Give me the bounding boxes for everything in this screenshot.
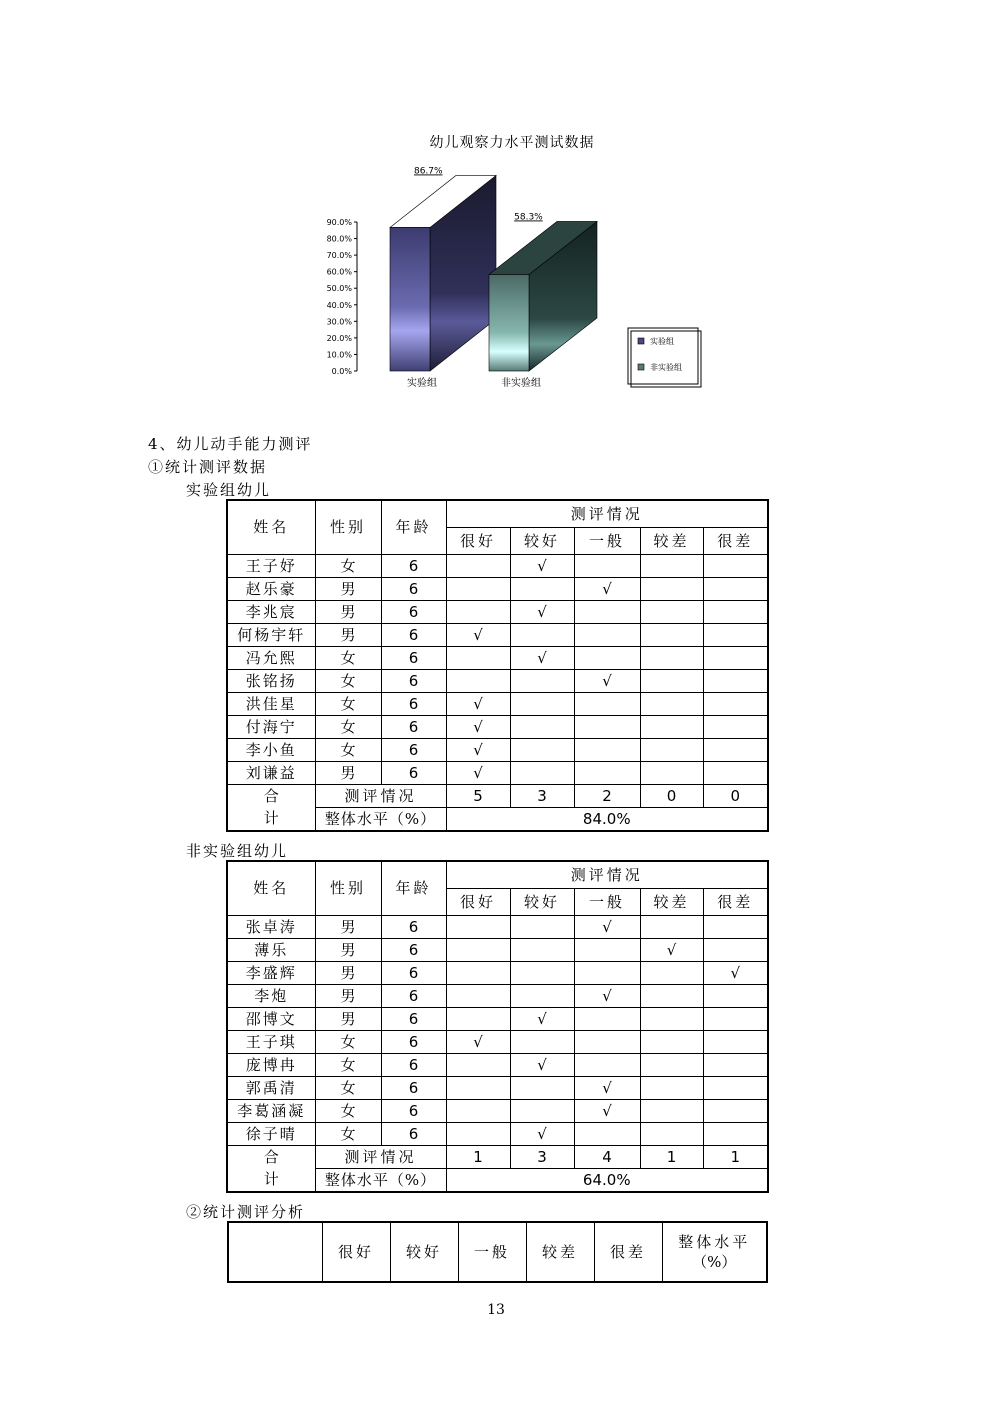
mark-good (510, 915, 574, 938)
mark-average (574, 692, 640, 715)
y-tick-label: 90.0% (326, 218, 352, 227)
mark-poor (640, 961, 703, 984)
mark-good (510, 715, 574, 738)
mark-very-poor (703, 738, 768, 761)
mark-average (574, 938, 640, 961)
eval-summary-label: 测评情况 (315, 784, 446, 807)
mark-very-poor (703, 915, 768, 938)
mark-poor (640, 984, 703, 1007)
student-gender: 男 (315, 961, 381, 984)
header-level-poor: 较差 (640, 527, 703, 554)
total-label-top: 合 (227, 1145, 315, 1168)
analysis-header-very-poor: 很差 (594, 1222, 662, 1282)
student-gender: 女 (315, 669, 381, 692)
mark-average (574, 738, 640, 761)
total-very-poor: 0 (703, 784, 768, 807)
mark-average: √ (574, 984, 640, 1007)
mark-very-good (446, 1053, 510, 1076)
header-level-good: 较好 (510, 527, 574, 554)
mark-average (574, 1053, 640, 1076)
total-very-good: 1 (446, 1145, 510, 1168)
mark-good (510, 692, 574, 715)
analysis-table (227, 1221, 768, 1283)
mark-poor (640, 577, 703, 600)
mark-very-good (446, 669, 510, 692)
student-age: 6 (381, 961, 446, 984)
mark-good: √ (510, 554, 574, 577)
mark-very-poor (703, 1030, 768, 1053)
mark-average (574, 761, 640, 784)
header-name: 姓名 (227, 861, 315, 915)
student-gender: 女 (315, 715, 381, 738)
student-gender: 女 (315, 554, 381, 577)
mark-average (574, 554, 640, 577)
student-name: 李兆宸 (227, 600, 315, 623)
analysis-corner-cell (228, 1222, 322, 1282)
bar-value-label: 58.3% (514, 212, 543, 223)
student-gender: 女 (315, 1053, 381, 1076)
student-name: 庞博冉 (227, 1053, 315, 1076)
student-name: 薄乐 (227, 938, 315, 961)
x-category-label: 实验组 (407, 378, 437, 389)
mark-very-good: √ (446, 715, 510, 738)
mark-good (510, 1030, 574, 1053)
mark-good (510, 984, 574, 1007)
mark-very-good: √ (446, 1030, 510, 1053)
mark-very-poor (703, 1076, 768, 1099)
student-gender: 男 (315, 915, 381, 938)
student-age: 6 (381, 938, 446, 961)
student-gender: 男 (315, 577, 381, 600)
student-gender: 女 (315, 646, 381, 669)
y-tick-label: 20.0% (326, 333, 352, 343)
mark-very-poor (703, 1122, 768, 1145)
analysis-overall-line1: 整体水平 (678, 1233, 751, 1251)
student-name: 李葛涵凝 (227, 1099, 315, 1122)
legend-label-control: 非实验组 (650, 363, 682, 372)
analysis-header-average: 一般 (458, 1222, 526, 1282)
mark-poor (640, 623, 703, 646)
header-level-very-poor: 很差 (703, 888, 768, 915)
total-good: 3 (510, 1145, 574, 1168)
mark-poor (640, 1122, 703, 1145)
student-name: 李盛辉 (227, 961, 315, 984)
mark-good (510, 669, 574, 692)
experimental-group-label: 实验组幼儿 (186, 481, 272, 499)
mark-poor (640, 692, 703, 715)
mark-average (574, 1007, 640, 1030)
chart-title: 幼儿观察力水平测试数据 (429, 135, 595, 151)
header-level-poor: 较差 (640, 888, 703, 915)
student-age: 6 (381, 623, 446, 646)
totals-row (227, 1145, 768, 1168)
table-row (227, 669, 768, 692)
mark-very-good (446, 1076, 510, 1099)
mark-very-poor (703, 646, 768, 669)
bar-value-label: 86.7% (413, 166, 443, 177)
header-age: 年龄 (381, 861, 446, 915)
mark-very-poor (703, 1099, 768, 1122)
mark-very-good: √ (446, 738, 510, 761)
student-name: 李炮 (227, 984, 315, 1007)
student-age: 6 (381, 738, 446, 761)
mark-poor (640, 761, 703, 784)
table-row (227, 715, 768, 738)
table-row (227, 600, 768, 623)
mark-average (574, 1122, 640, 1145)
overall-row (227, 807, 768, 831)
section-heading: 4、幼儿动手能力测评 (148, 435, 313, 453)
y-tick-label: 10.0% (326, 350, 352, 360)
total-label-top: 合 (227, 784, 315, 807)
student-age: 6 (381, 1122, 446, 1145)
analysis-header-very-good: 很好 (322, 1222, 390, 1282)
table-row (227, 961, 768, 984)
chart-legend (628, 328, 701, 387)
mark-very-good (446, 984, 510, 1007)
student-age: 6 (381, 761, 446, 784)
student-age: 6 (381, 600, 446, 623)
mark-very-good (446, 1122, 510, 1145)
student-age: 6 (381, 577, 446, 600)
mark-average (574, 646, 640, 669)
y-tick-label: 80.0% (326, 234, 352, 244)
student-age: 6 (381, 915, 446, 938)
table-row (227, 761, 768, 784)
page-number: 13 (487, 1302, 505, 1318)
mark-very-good (446, 646, 510, 669)
mark-good (510, 938, 574, 961)
student-name: 张铭扬 (227, 669, 315, 692)
mark-very-poor (703, 715, 768, 738)
mark-average: √ (574, 577, 640, 600)
bar-0 (390, 166, 496, 371)
total-poor: 1 (640, 1145, 703, 1168)
mark-poor (640, 715, 703, 738)
y-tick-label: 70.0% (326, 251, 352, 261)
mark-very-poor (703, 984, 768, 1007)
mark-good (510, 738, 574, 761)
student-age: 6 (381, 715, 446, 738)
legend-label-experimental: 实验组 (650, 337, 674, 346)
student-name: 郭禹清 (227, 1076, 315, 1099)
student-gender: 男 (315, 1007, 381, 1030)
mark-very-poor (703, 554, 768, 577)
subheading-analysis: ②统计测评分析 (186, 1203, 306, 1221)
student-name: 刘谦益 (227, 761, 315, 784)
mark-good (510, 761, 574, 784)
mark-average (574, 961, 640, 984)
student-name: 徐子晴 (227, 1122, 315, 1145)
mark-good: √ (510, 1122, 574, 1145)
student-age: 6 (381, 554, 446, 577)
bar-front (390, 227, 430, 371)
student-gender: 男 (315, 984, 381, 1007)
overall-row (227, 1168, 768, 1192)
student-age: 6 (381, 1053, 446, 1076)
mark-very-good (446, 938, 510, 961)
mark-poor (640, 600, 703, 623)
mark-average (574, 715, 640, 738)
mark-poor (640, 669, 703, 692)
header-age: 年龄 (381, 500, 446, 554)
mark-poor (640, 1053, 703, 1076)
y-tick-label: 50.0% (326, 284, 352, 294)
header-gender: 性别 (315, 861, 381, 915)
header-level-average: 一般 (574, 888, 640, 915)
student-name: 张卓涛 (227, 915, 315, 938)
total-average: 2 (574, 784, 640, 807)
x-category-label: 非实验组 (501, 378, 541, 389)
header-row (227, 861, 768, 888)
total-very-good: 5 (446, 784, 510, 807)
y-tick-label: 40.0% (326, 300, 352, 310)
student-age: 6 (381, 1007, 446, 1030)
mark-poor (640, 1030, 703, 1053)
mark-very-poor (703, 577, 768, 600)
overall-label: 整体水平（%） (315, 807, 446, 831)
student-gender: 女 (315, 738, 381, 761)
table-row (227, 692, 768, 715)
student-name: 何杨宇轩 (227, 623, 315, 646)
student-age: 6 (381, 646, 446, 669)
analysis-overall-line2: （%） (692, 1253, 737, 1271)
mark-poor (640, 554, 703, 577)
mark-good: √ (510, 1053, 574, 1076)
y-tick-label: 30.0% (326, 317, 352, 327)
total-label-bottom: 计 (227, 1168, 315, 1192)
table-row (227, 938, 768, 961)
mark-poor (640, 738, 703, 761)
total-poor: 0 (640, 784, 703, 807)
mark-average (574, 623, 640, 646)
mark-poor (640, 1076, 703, 1099)
header-row (227, 500, 768, 527)
mark-average: √ (574, 669, 640, 692)
mark-very-good (446, 600, 510, 623)
mark-very-poor: √ (703, 961, 768, 984)
table-row (227, 915, 768, 938)
header-evaluation: 测评情况 (446, 500, 768, 527)
analysis-header-overall (662, 1222, 767, 1282)
totals-row (227, 784, 768, 807)
mark-very-good: √ (446, 623, 510, 646)
student-gender: 男 (315, 600, 381, 623)
mark-very-poor (703, 761, 768, 784)
experimental-table (226, 499, 769, 832)
mark-very-poor (703, 600, 768, 623)
mark-very-poor (703, 669, 768, 692)
mark-very-good: √ (446, 692, 510, 715)
header-level-average: 一般 (574, 527, 640, 554)
student-gender: 女 (315, 1122, 381, 1145)
overall-label: 整体水平（%） (315, 1168, 446, 1192)
table-row (227, 1099, 768, 1122)
student-name: 付海宁 (227, 715, 315, 738)
student-age: 6 (381, 1076, 446, 1099)
legend-swatch-experimental (638, 338, 644, 344)
student-gender: 男 (315, 761, 381, 784)
table-row (227, 623, 768, 646)
bar-1 (489, 212, 597, 371)
student-gender: 女 (315, 692, 381, 715)
student-gender: 女 (315, 1099, 381, 1122)
table-row (227, 1030, 768, 1053)
eval-summary-label: 测评情况 (315, 1145, 446, 1168)
mark-good: √ (510, 1007, 574, 1030)
mark-very-poor (703, 1007, 768, 1030)
total-average: 4 (574, 1145, 640, 1168)
control-group-label: 非实验组幼儿 (186, 842, 289, 860)
student-age: 6 (381, 669, 446, 692)
student-name: 赵乐豪 (227, 577, 315, 600)
mark-very-poor (703, 1053, 768, 1076)
student-name: 洪佳星 (227, 692, 315, 715)
student-gender: 女 (315, 1030, 381, 1053)
mark-poor (640, 1007, 703, 1030)
table-row (227, 577, 768, 600)
mark-average (574, 600, 640, 623)
table-row (227, 1076, 768, 1099)
mark-poor (640, 646, 703, 669)
header-evaluation: 测评情况 (446, 861, 768, 888)
mark-very-good (446, 915, 510, 938)
table-row (227, 1053, 768, 1076)
student-name: 冯允熙 (227, 646, 315, 669)
mark-poor (640, 915, 703, 938)
header-level-very-poor: 很差 (703, 527, 768, 554)
overall-value: 64.0% (446, 1168, 768, 1192)
control-table (226, 860, 769, 1193)
legend-swatch-control (638, 364, 644, 370)
mark-good (510, 961, 574, 984)
student-gender: 男 (315, 623, 381, 646)
mark-average (574, 1030, 640, 1053)
mark-good (510, 1099, 574, 1122)
table-row (227, 1007, 768, 1030)
mark-average: √ (574, 915, 640, 938)
bar-chart (300, 160, 720, 400)
mark-good (510, 577, 574, 600)
header-level-good: 较好 (510, 888, 574, 915)
student-name: 李小鱼 (227, 738, 315, 761)
student-age: 6 (381, 1030, 446, 1053)
table-row (227, 1122, 768, 1145)
bar-front (489, 274, 529, 371)
y-tick-label: 60.0% (326, 267, 352, 277)
mark-very-good (446, 554, 510, 577)
mark-very-poor (703, 623, 768, 646)
header-level-very-good: 很好 (446, 527, 510, 554)
table-row (227, 554, 768, 577)
student-name: 邵博文 (227, 1007, 315, 1030)
mark-good (510, 1076, 574, 1099)
mark-very-good: √ (446, 761, 510, 784)
mark-very-good (446, 1007, 510, 1030)
table-row (227, 738, 768, 761)
mark-very-good (446, 577, 510, 600)
analysis-header-good: 较好 (390, 1222, 458, 1282)
table-row (227, 646, 768, 669)
mark-very-good (446, 961, 510, 984)
mark-average: √ (574, 1099, 640, 1122)
y-tick-label: 0.0% (331, 367, 352, 376)
mark-very-good (446, 1099, 510, 1122)
header-level-very-good: 很好 (446, 888, 510, 915)
header-gender: 性别 (315, 500, 381, 554)
table-row (227, 984, 768, 1007)
mark-average: √ (574, 1076, 640, 1099)
student-name: 王子妤 (227, 554, 315, 577)
subheading-statistics: ①统计测评数据 (148, 458, 268, 476)
student-name: 王子琪 (227, 1030, 315, 1053)
student-gender: 男 (315, 938, 381, 961)
total-good: 3 (510, 784, 574, 807)
mark-poor: √ (640, 938, 703, 961)
analysis-header-poor: 较差 (526, 1222, 594, 1282)
mark-good: √ (510, 600, 574, 623)
mark-good (510, 623, 574, 646)
overall-value: 84.0% (446, 807, 768, 831)
mark-poor (640, 1099, 703, 1122)
student-age: 6 (381, 692, 446, 715)
student-gender: 女 (315, 1076, 381, 1099)
mark-very-poor (703, 938, 768, 961)
mark-very-poor (703, 692, 768, 715)
total-very-poor: 1 (703, 1145, 768, 1168)
student-age: 6 (381, 1099, 446, 1122)
total-label-bottom: 计 (227, 807, 315, 831)
student-age: 6 (381, 984, 446, 1007)
mark-good: √ (510, 646, 574, 669)
header-name: 姓名 (227, 500, 315, 554)
